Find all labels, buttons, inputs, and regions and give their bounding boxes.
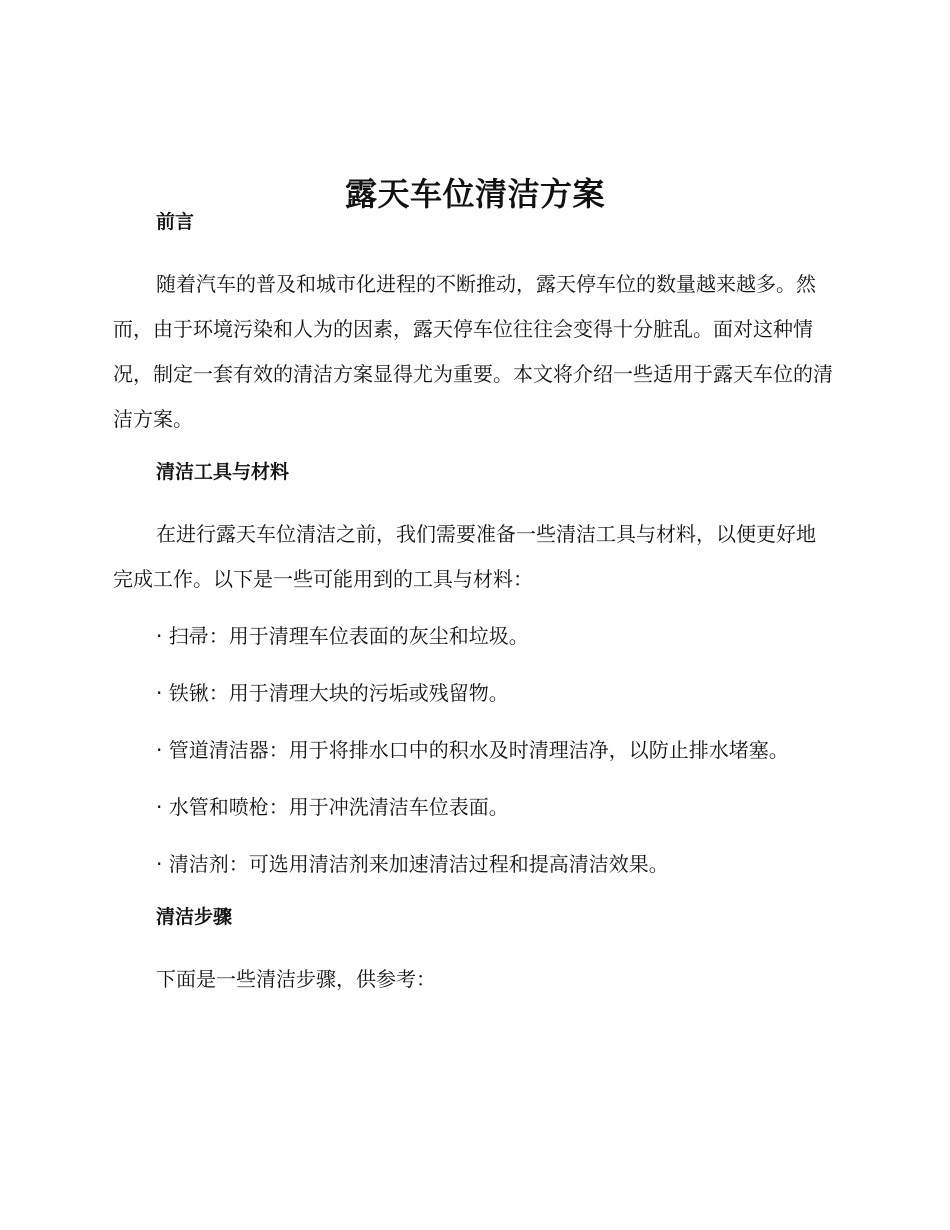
steps-paragraph: 下面是一些清洁步骤，供参考：: [156, 967, 436, 991]
tool-item-pipe-cleaner: · 管道清洁器：用于将排水口中的积水及时清理洁净，以防止排水堵塞。: [156, 738, 789, 762]
section-heading-steps: 清洁步骤: [156, 906, 233, 928]
tool-item-detergent: · 清洁剂：可选用清洁剂来加速清洁过程和提高清洁效果。: [156, 852, 669, 876]
document-body: [113, 204, 833, 1002]
section-heading-intro: 前言: [156, 211, 195, 233]
document-title: 露天车位清洁方案: [344, 175, 605, 214]
tools-paragraph: 在进行露天车位清洁之前，我们需要准备一些清洁工具与材料，以便更好地完成工作。以下是一些可能用到的工具与材料：: [113, 522, 816, 591]
tool-item-broom: · 扫帚：用于清理车位表面的灰尘和垃圾。: [156, 624, 529, 648]
tool-item-shovel: · 铁锹：用于清理大块的污垢或残留物。: [156, 681, 509, 705]
intro-paragraph: 随着汽车的普及和城市化进程的不断推动，露天停车位的数量越来越多。然而，由于环境污染和人为的因素，露天停车位往往会变得十分脏乱。面对这种情况，制定一套有效的清洁方案显得尤为重要。本文将介绍一些适用于露天车位的清洁方案。: [113, 272, 833, 431]
section-heading-tools: 清洁工具与材料: [156, 461, 290, 483]
tool-item-hose: · 水管和喷枪：用于冲洗清洁车位表面。: [156, 795, 509, 819]
